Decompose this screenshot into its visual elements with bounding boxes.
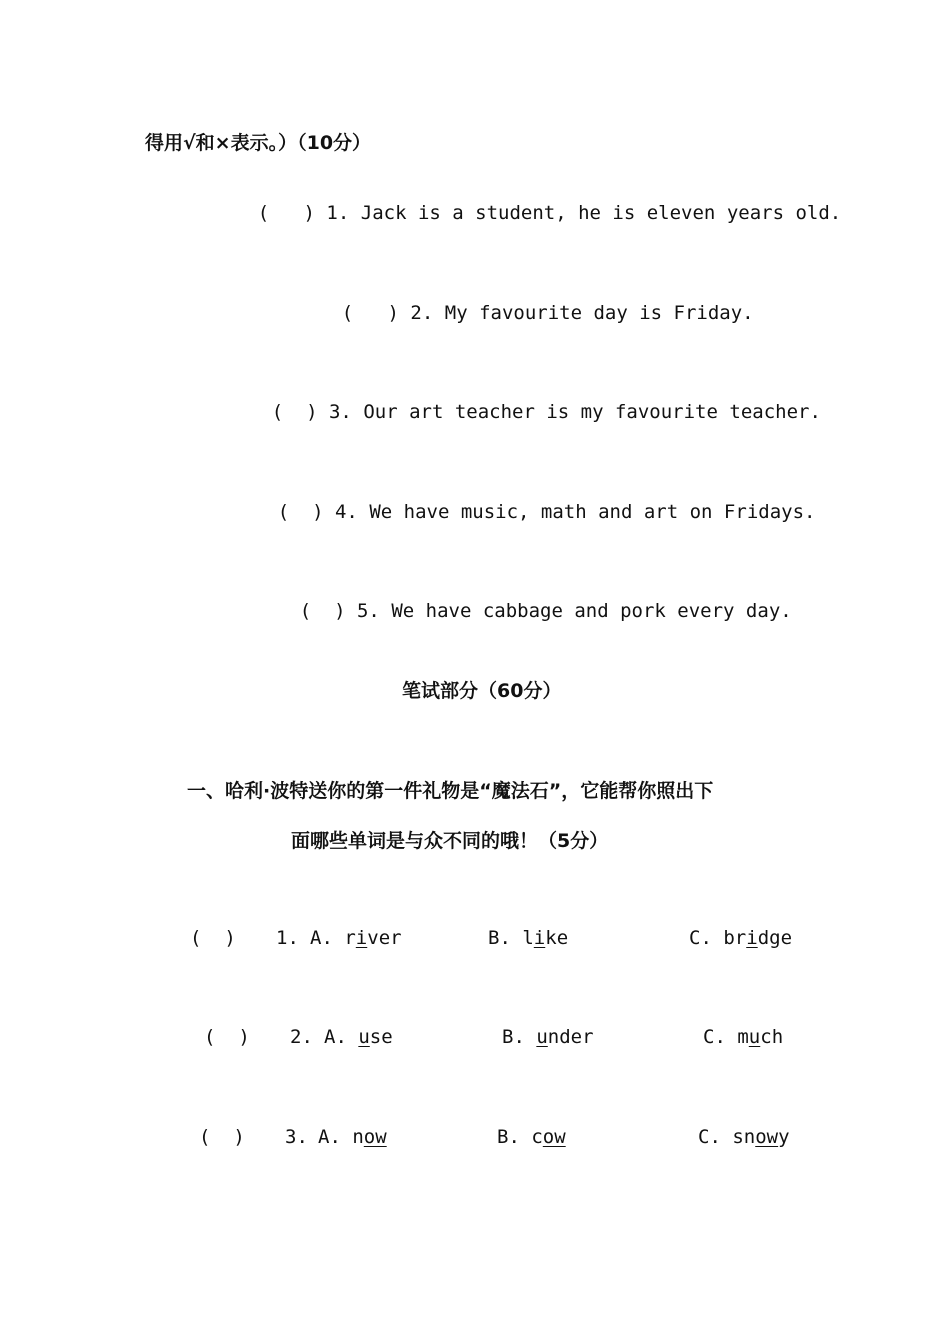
instruction-text: 得用√和×表示。）（10分） <box>145 132 372 154</box>
question-3-option-b <box>497 1126 566 1148</box>
word-part: sn <box>732 1126 756 1148</box>
question-3-option-a <box>318 1126 387 1148</box>
underlined-letters: u <box>358 1026 370 1048</box>
word-part: ke <box>545 927 569 949</box>
option-label: A. <box>324 1026 347 1048</box>
answer-blank[interactable]: ( ) <box>271 401 318 423</box>
listening-item-2 <box>296 280 754 346</box>
underlined-letters: ow <box>542 1126 566 1148</box>
word-part: r <box>344 927 356 949</box>
question-1-paren[interactable]: ( ) <box>190 927 236 949</box>
word-part: l <box>522 927 534 949</box>
option-label: C. <box>703 1026 726 1048</box>
answer-blank[interactable]: ( ) <box>277 501 324 523</box>
word-part: ver <box>367 927 402 949</box>
word-part: c <box>531 1126 543 1148</box>
item-number: 2. <box>410 302 434 324</box>
option-label: B. <box>488 927 511 949</box>
question-2-number: 2. <box>290 1026 313 1048</box>
listening-item-5 <box>254 578 792 644</box>
underlined-letters: i <box>746 927 758 949</box>
word-part: n <box>352 1126 364 1148</box>
underlined-letters: ow <box>755 1126 779 1148</box>
option-label: B. <box>497 1126 520 1148</box>
item-number: 4. <box>334 501 358 523</box>
question-1-option-c <box>689 927 792 949</box>
item-number: 5. <box>356 600 380 622</box>
question-2-option-c <box>703 1026 783 1048</box>
underlined-letters: i <box>533 927 546 949</box>
section-instruction-line-1: 一、哈利·波特送你的第一件礼物是“魔法石”，它能帮你照出下 <box>187 780 714 802</box>
listening-item-3 <box>226 379 821 445</box>
section-title: 笔试部分（60分） <box>402 680 562 702</box>
word-part: dge <box>757 927 793 949</box>
question-1-number: 1. <box>276 927 299 949</box>
option-label: A. <box>310 927 333 949</box>
section-instruction-line-2: 面哪些单词是与众不同的哦！（5分） <box>291 830 609 852</box>
question-1-option-a <box>310 927 402 949</box>
option-label: A. <box>318 1126 341 1148</box>
underlined-letters: ow <box>363 1126 387 1148</box>
word-part: se <box>369 1026 393 1048</box>
item-text: We have music, math and art on Fridays. <box>369 501 816 523</box>
word-part: nder <box>547 1026 594 1048</box>
question-2-option-b <box>502 1026 594 1048</box>
question-1-option-b <box>488 927 568 949</box>
question-3-number: 3. <box>285 1126 308 1148</box>
question-2-option-a <box>324 1026 393 1048</box>
item-text: We have cabbage and pork every day. <box>391 600 792 622</box>
item-text: My favourite day is Friday. <box>444 302 754 324</box>
listening-item-1 <box>212 180 841 246</box>
answer-blank[interactable]: ( ) <box>257 202 315 224</box>
answer-blank[interactable]: ( ) <box>299 600 346 622</box>
option-label: C. <box>689 927 712 949</box>
item-number: 1. <box>326 202 350 224</box>
item-text: Jack is a student, he is eleven years old. <box>360 202 842 224</box>
question-2-paren[interactable]: ( ) <box>204 1026 250 1048</box>
underlined-letters: u <box>536 1026 548 1048</box>
answer-blank[interactable]: ( ) <box>341 302 399 324</box>
option-label: B. <box>502 1026 525 1048</box>
underlined-letters: u <box>748 1026 761 1048</box>
listening-item-4 <box>232 479 815 545</box>
underlined-letters: i <box>355 927 368 949</box>
word-part: m <box>737 1026 749 1048</box>
word-part: y <box>778 1126 790 1148</box>
item-text: Our art teacher is my favourite teacher. <box>363 401 821 423</box>
item-number: 3. <box>328 401 352 423</box>
word-part: br <box>723 927 747 949</box>
word-part: ch <box>760 1026 784 1048</box>
question-3-paren[interactable]: ( ) <box>199 1126 245 1148</box>
question-3-option-c <box>698 1126 790 1148</box>
option-label: C. <box>698 1126 721 1148</box>
